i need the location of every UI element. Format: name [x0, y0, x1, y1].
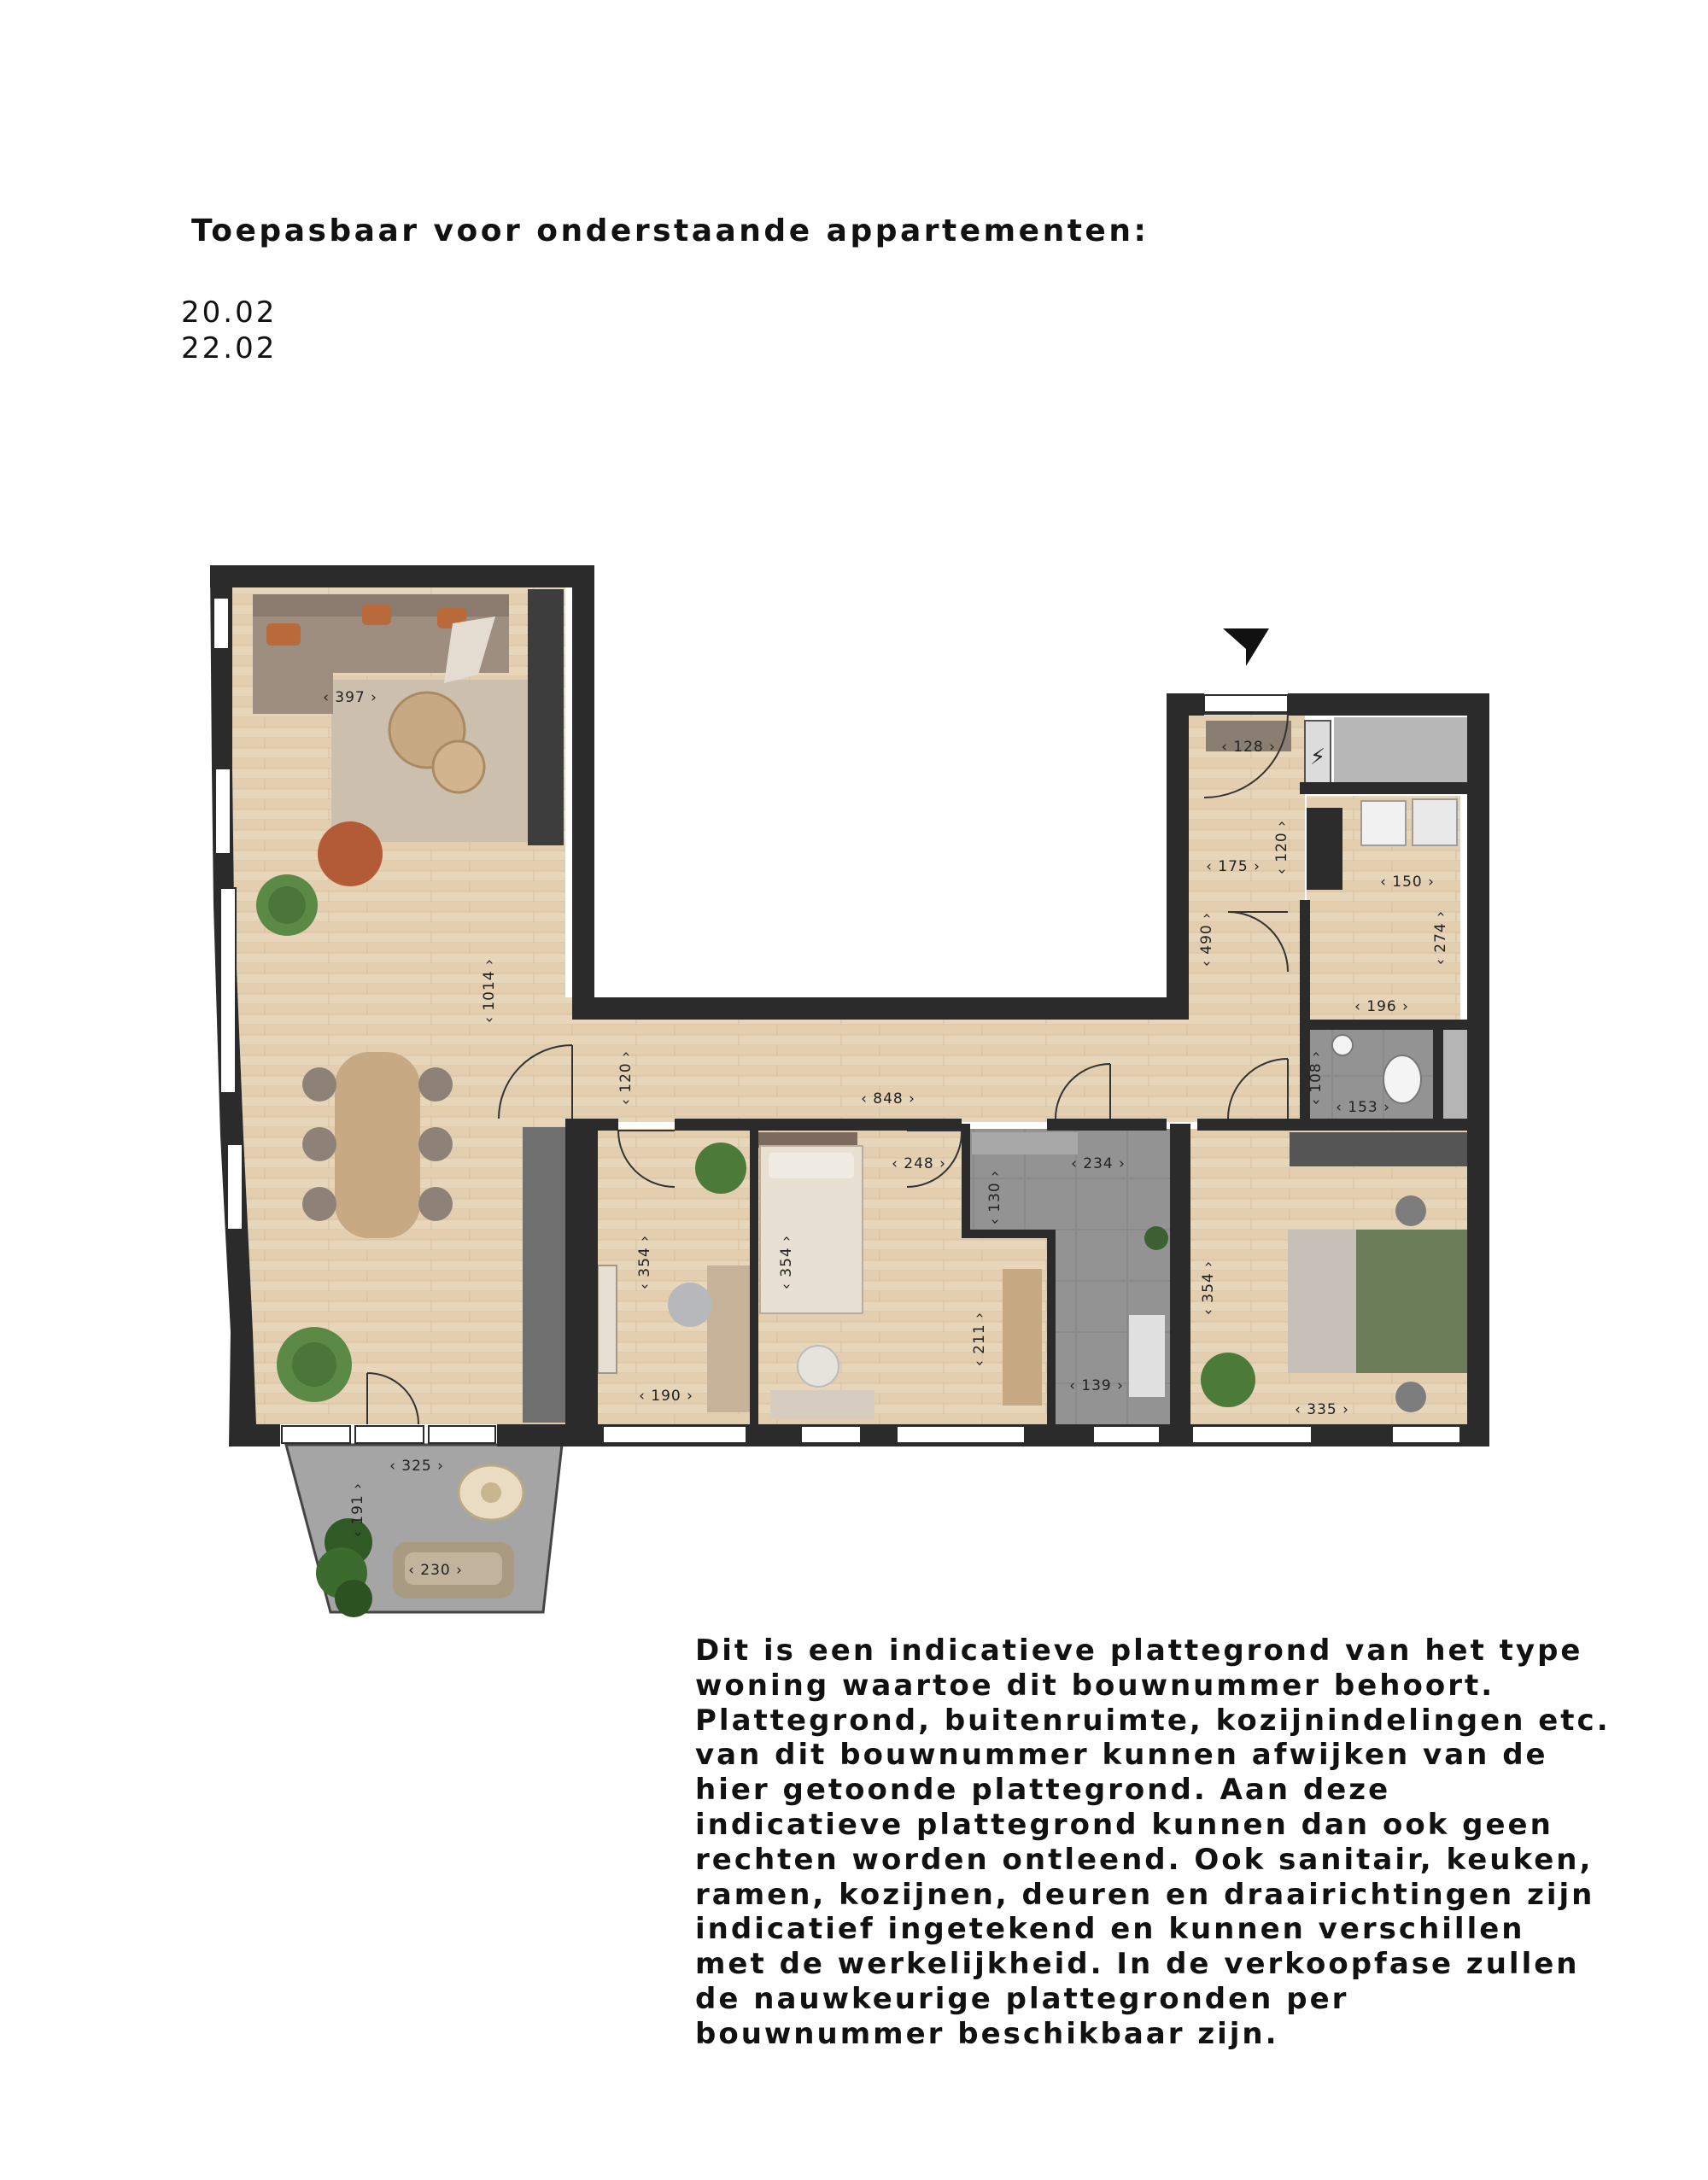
- dim-bedroom2-hall: ‹ 248 ›: [892, 1155, 946, 1172]
- plant: [256, 874, 318, 936]
- wall: [572, 997, 1187, 1020]
- window: [214, 598, 229, 649]
- bathtub-shower: [972, 1132, 1078, 1154]
- kitchen-island: [523, 1127, 565, 1423]
- toilet-sink: [1332, 1035, 1353, 1055]
- disclaimer-line: de nauwkeurige plattegronden per: [695, 1981, 1349, 2016]
- wall: [1467, 693, 1489, 1447]
- master-wardrobe: [1290, 1132, 1476, 1166]
- dim-master-depth: ‹ 354 ›: [1200, 1260, 1217, 1315]
- wall: [210, 565, 594, 587]
- wall: [675, 1119, 962, 1131]
- disclaimer-line: ramen, kozijnen, deuren en draairichtingen zijn: [695, 1877, 1595, 1912]
- dim-hall-width: ‹ 120 ›: [617, 1050, 635, 1105]
- bathroom-sink: [1129, 1315, 1165, 1397]
- dim-bathroom-length: ‹ 139 ›: [1069, 1377, 1124, 1394]
- plant: [1201, 1353, 1255, 1407]
- dim-entrance-closet: ‹ 128 ›: [1221, 739, 1276, 756]
- window: [1204, 695, 1288, 712]
- page-heading: Toepasbaar voor onderstaande appartementen:: [191, 213, 1149, 248]
- dim-toilet-depth: ‹ 108 ›: [1307, 1050, 1325, 1105]
- wall: [962, 1124, 970, 1236]
- window: [801, 1426, 861, 1443]
- wall: [1300, 782, 1489, 794]
- dim-balcony-sofa: ‹ 230 ›: [408, 1562, 463, 1579]
- wardrobe: [1003, 1269, 1042, 1406]
- window: [1192, 1426, 1312, 1443]
- window: [282, 1426, 350, 1443]
- window: [215, 769, 231, 854]
- wall: [231, 1424, 280, 1447]
- dim-toilet-width: ‹ 153 ›: [1336, 1099, 1390, 1116]
- window: [227, 1144, 243, 1230]
- apartment-number: 20.02: [181, 295, 278, 330]
- nightstand: [1395, 1195, 1426, 1226]
- dim-storage-depth: ‹ 274 ›: [1432, 910, 1449, 965]
- office-desk: [707, 1265, 750, 1412]
- cushion: [266, 623, 301, 646]
- dim-entrance-hall-width: ‹ 175 ›: [1206, 858, 1261, 875]
- dim-balcony-width: ‹ 325 ›: [389, 1458, 444, 1475]
- window: [1093, 1426, 1160, 1443]
- vanity: [770, 1390, 874, 1419]
- dim-bedroom2-depth: ‹ 354 ›: [778, 1235, 795, 1289]
- disclaimer-line: van dit bouwnummer kunnen afwijken van de: [695, 1738, 1548, 1773]
- window: [220, 888, 236, 1093]
- dim-living-width: ‹ 397 ›: [323, 689, 377, 706]
- apartment-number: 22.02: [181, 331, 278, 365]
- window: [355, 1426, 424, 1443]
- wall: [1167, 693, 1204, 716]
- dim-bathroom-depth: ‹ 130 ›: [986, 1170, 1003, 1224]
- wall: [1047, 1230, 1056, 1424]
- balcony-table-plant: [481, 1482, 501, 1503]
- plant: [695, 1143, 746, 1194]
- wall: [962, 1230, 1050, 1238]
- wall: [1300, 1020, 1489, 1030]
- disclaimer-line: bouwnummer beschikbaar zijn.: [695, 2016, 1279, 2051]
- dim-office-width: ‹ 190 ›: [639, 1388, 693, 1405]
- dim-hall-length: ‹ 848 ›: [861, 1090, 915, 1108]
- master-bed-cover: [1356, 1230, 1469, 1373]
- dim-entrance-hall-depth: ‹ 120 ›: [1273, 820, 1290, 874]
- disclaimer-line: rechten worden ontleend. Ook sanitair, keuken,: [695, 1842, 1594, 1877]
- electrical-icon: ⚡: [1309, 745, 1326, 770]
- dim-balcony-depth: ‹ 191 ›: [349, 1482, 366, 1537]
- dim-office-depth: ‹ 354 ›: [636, 1235, 653, 1289]
- window: [603, 1426, 746, 1443]
- heat-pump: [1307, 808, 1342, 890]
- cushion: [362, 605, 391, 625]
- wall: [1047, 1119, 1167, 1131]
- wall: [1167, 693, 1189, 1020]
- window: [1392, 1426, 1460, 1443]
- disclaimer-line: Dit is een indicatieve plattegrond van het type: [695, 1634, 1583, 1668]
- side-table: [433, 741, 484, 792]
- meter-cupboard-floor: [1334, 717, 1471, 787]
- wall: [1288, 693, 1489, 716]
- plant: [277, 1327, 352, 1402]
- dim-bedroom2-closet: ‹ 211 ›: [971, 1312, 988, 1366]
- disclaimer-line: hier getoonde plattegrond. Aan deze: [695, 1773, 1391, 1808]
- office-shelf: [598, 1265, 617, 1373]
- window: [897, 1426, 1025, 1443]
- disclaimer-line: woning waartoe dit bouwnummer behoort.: [695, 1668, 1495, 1703]
- round-rug: [318, 821, 383, 886]
- disclaimer-line: indicatief ingetekend en kunnen verschillen: [695, 1912, 1525, 1947]
- wall: [565, 1119, 598, 1447]
- wall: [1170, 1124, 1190, 1447]
- dim-storage-length: ‹ 196 ›: [1354, 998, 1409, 1015]
- window: [429, 1426, 495, 1443]
- nightstand: [1395, 1382, 1426, 1412]
- dining-table: [335, 1052, 420, 1238]
- bathroom-plant: [1144, 1226, 1168, 1250]
- washing-machine: [1413, 799, 1457, 845]
- vanity-chair: [798, 1346, 839, 1387]
- dim-storage-width: ‹ 150 ›: [1380, 874, 1435, 891]
- dim-entrance-hall-length: ‹ 490 ›: [1198, 912, 1215, 967]
- toilet: [1383, 1055, 1421, 1103]
- disclaimer-text: [695, 1634, 1660, 2052]
- dim-bathroom-width: ‹ 234 ›: [1071, 1155, 1126, 1172]
- wall: [1433, 1028, 1443, 1120]
- entrance-arrow-icon: [1223, 628, 1269, 666]
- pillow: [769, 1153, 854, 1178]
- dim-living-length: ‹ 1014 ›: [481, 958, 498, 1023]
- disclaimer-line: indicatieve plattegrond kunnen dan ook geen: [695, 1807, 1553, 1842]
- wall: [750, 1124, 758, 1424]
- wall: [572, 565, 594, 1009]
- kitchen-cabinet: [528, 589, 564, 845]
- dim-master-width: ‹ 335 ›: [1295, 1401, 1349, 1418]
- office-chair: [668, 1283, 712, 1327]
- wall: [1197, 1119, 1476, 1131]
- dryer: [1361, 801, 1406, 845]
- disclaimer-line: Plattegrond, buitenruimte, kozijnindelingen etc.: [695, 1703, 1611, 1738]
- disclaimer-line: met de werkelijkheid. In de verkoopfase zullen: [695, 1947, 1580, 1982]
